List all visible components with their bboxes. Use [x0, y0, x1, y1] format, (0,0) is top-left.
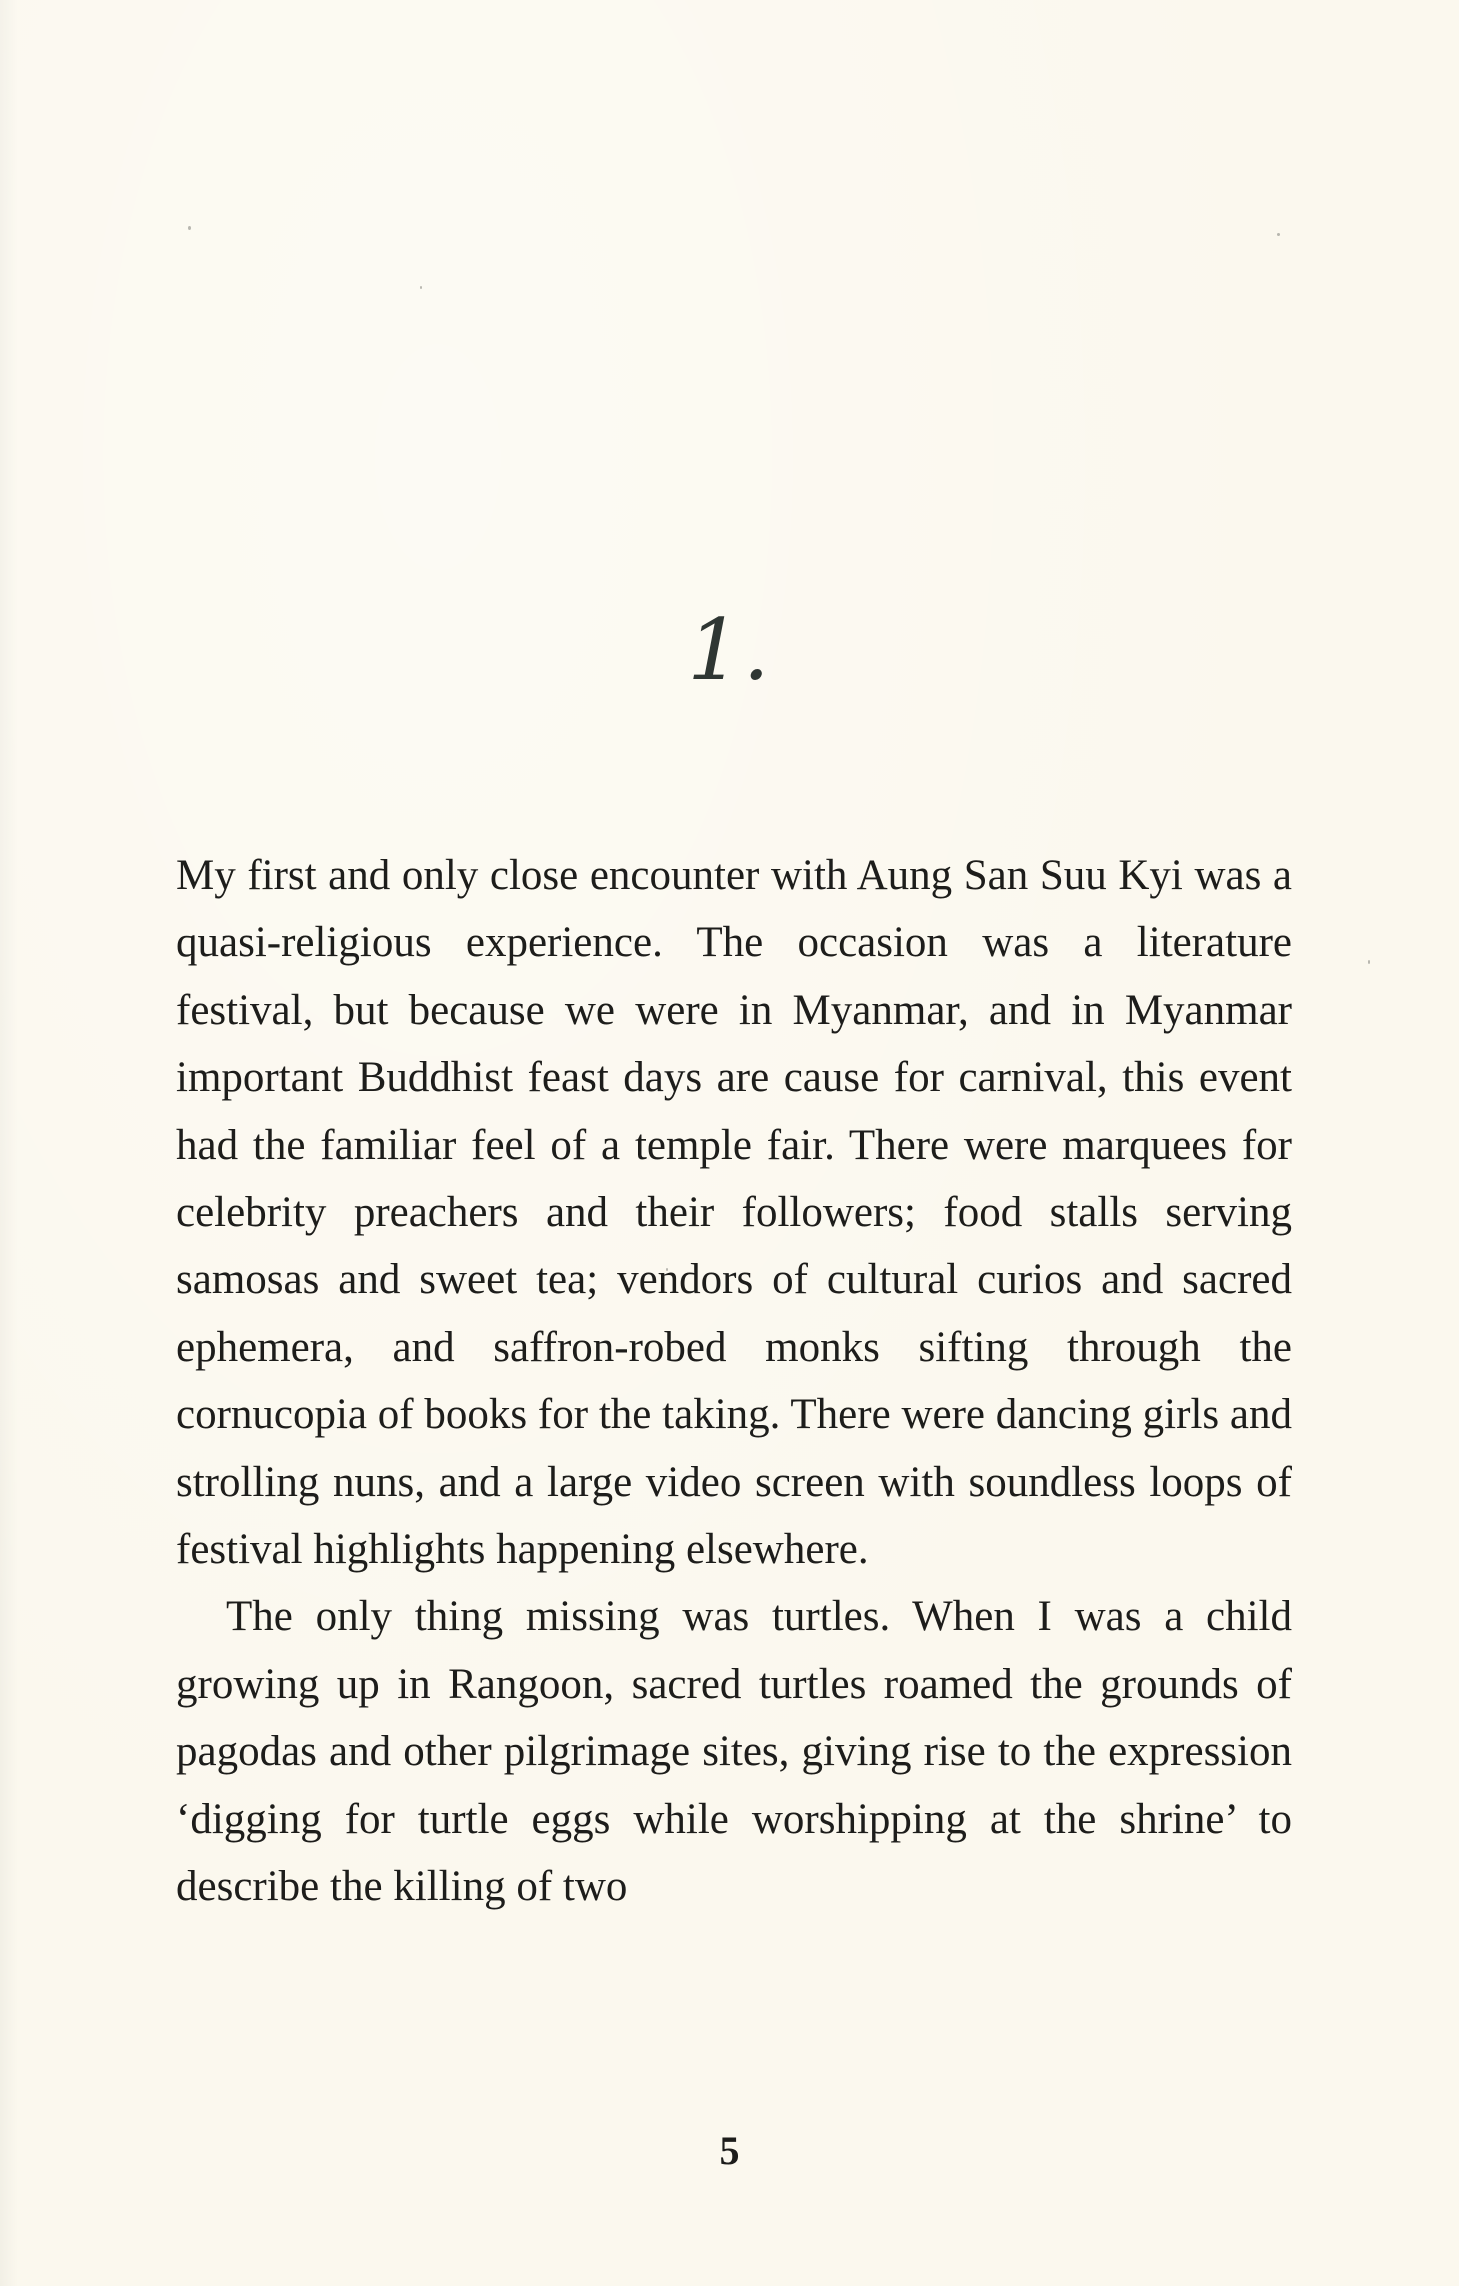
page-number: 5 — [719, 2128, 740, 2173]
body-text — [176, 842, 1292, 1921]
paper-speck — [420, 286, 422, 289]
paper-speck — [188, 226, 191, 230]
paper-speck — [1277, 233, 1280, 236]
paragraph-1: My first and only close encounter with Aung San Suu Kyi was a quasi-religious experience. The occasion was a literature festival, but because we were in Myanmar, and in Myanmar important Buddhist feast days are cause for carnival, this event had the familiar feel of a temple fair. There were marquees for celebrity preachers and their followers; food stalls serving samosas and sweet tea; vendors of cultural curios and sacred ephemera, and saffron-robed monks sifting through the cornucopia of books for the taking. There were dancing girls and strolling nuns, and a large video screen with soundless loops of festival highlights happening elsewhere. — [176, 852, 1292, 1574]
chapter-number: 1. — [687, 601, 772, 699]
paper-speck — [1368, 960, 1370, 964]
paragraph-2: The only thing missing was turtles. When I was a child growing up in Rangoon, sacred turtles roamed the grounds of pagodas and other pilgrimage sites, giving rise to the expression ‘digging for turtle eggs while worshipping at the shrine’ to describe the killing of two — [176, 1593, 1292, 1911]
